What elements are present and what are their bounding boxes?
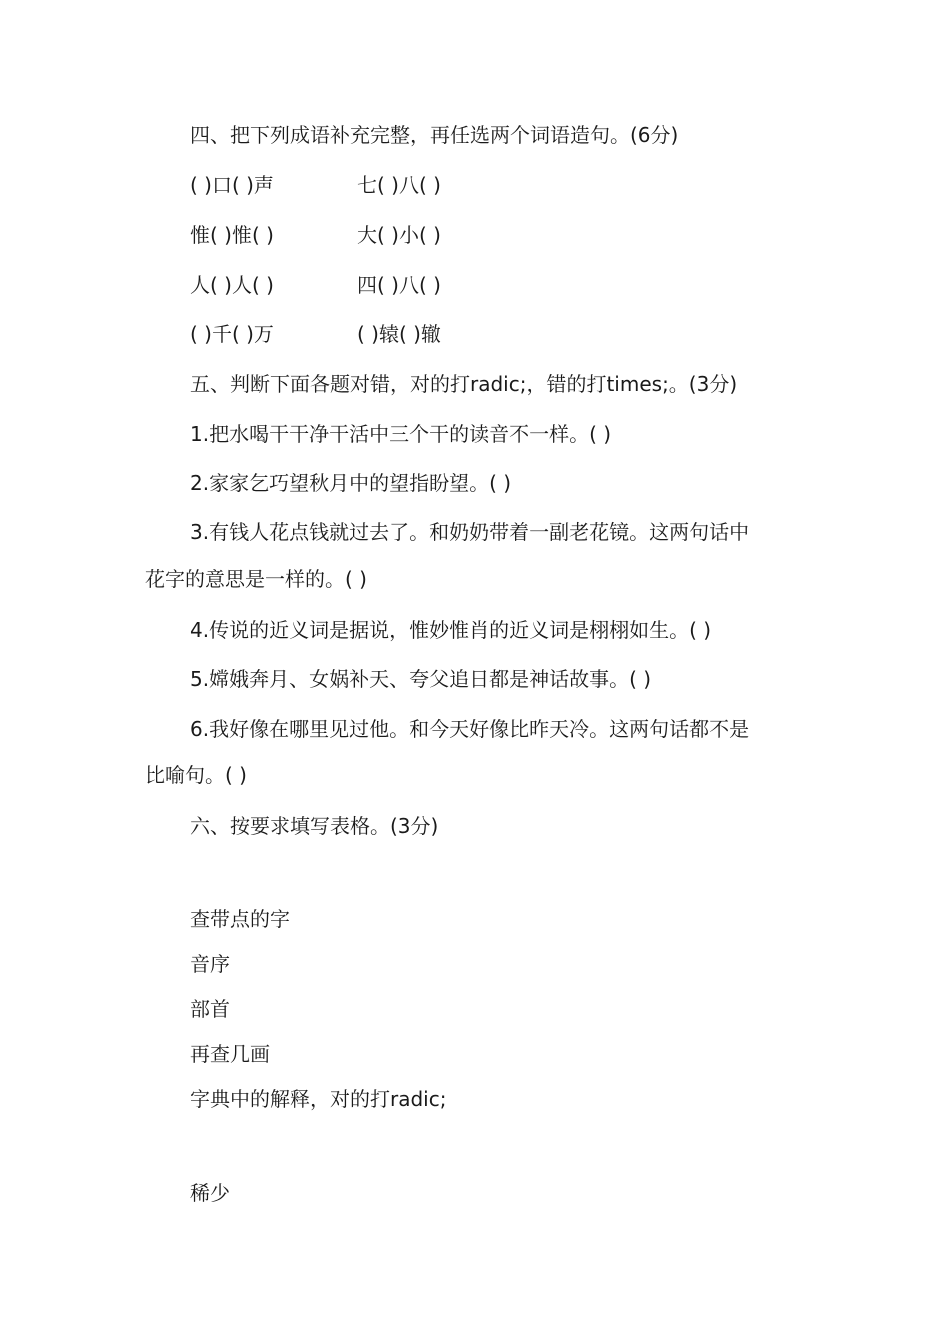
judgement-item-1: 1.把水喝干干净干活中三个干的读音不一样。( )	[190, 422, 612, 446]
idiom-blank-4: 大( )小( )	[357, 223, 441, 247]
idiom-blank-5: 人( )人( )	[190, 273, 274, 297]
table-cell-rare: 稀少	[190, 1181, 230, 1205]
idiom-blank-3: 惟( )惟( )	[190, 223, 274, 247]
judgement-item-4: 4.传说的近义词是据说，惟妙惟肖的近义词是栩栩如生。( )	[190, 618, 712, 642]
section-5-heading: 五、判断下面各题对错，对的打radic;，错的打times;。(3分)	[190, 372, 738, 396]
section-6-heading: 六、按要求填写表格。(3分)	[190, 814, 439, 838]
judgement-item-6-continued: 比喻句。( )	[145, 763, 247, 787]
table-cell-dictionary-meaning: 字典中的解释，对的打radic;	[190, 1087, 447, 1111]
idiom-blank-1: ( )口( )声	[190, 173, 274, 197]
idiom-blank-6: 四( )八( )	[357, 273, 441, 297]
section-4-heading: 四、把下列成语补充完整，再任选两个词语造句。(6分)	[190, 123, 679, 147]
judgement-item-5: 5.嫦娥奔月、女娲补天、夸父追日都是神话故事。( )	[190, 667, 652, 691]
table-cell-lookup-char: 查带点的字	[190, 907, 290, 931]
judgement-item-2: 2.家家乞巧望秋月中的望指盼望。( )	[190, 471, 512, 495]
idiom-blank-8: ( )辕( )辙	[357, 322, 441, 346]
judgement-item-3: 3.有钱人花点钱就过去了。和奶奶带着一副老花镜。这两句话中	[190, 520, 750, 544]
table-cell-stroke-count: 再查几画	[190, 1042, 270, 1066]
judgement-item-6: 6.我好像在哪里见过他。和今天好像比昨天冷。这两句话都不是	[190, 717, 750, 741]
table-cell-phonetic-order: 音序	[190, 952, 230, 976]
idiom-blank-7: ( )千( )万	[190, 322, 274, 346]
judgement-item-3-continued: 花字的意思是一样的。( )	[145, 567, 367, 591]
idiom-blank-2: 七( )八( )	[357, 173, 441, 197]
table-cell-radical: 部首	[190, 997, 230, 1021]
